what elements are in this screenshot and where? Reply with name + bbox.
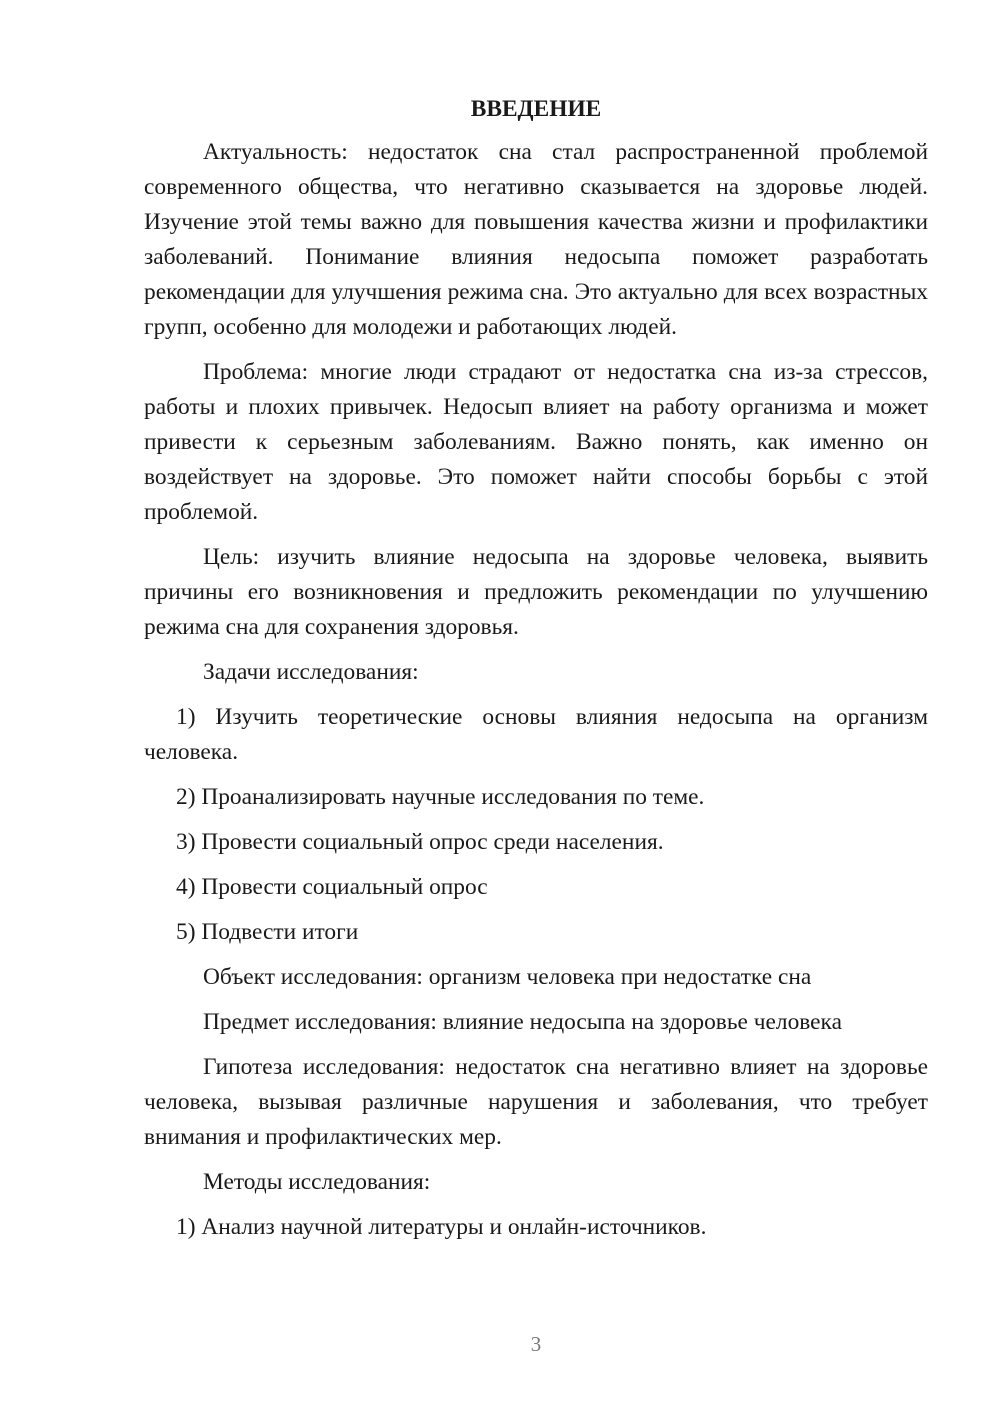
task-item-4: 4) Провести социальный опрос bbox=[176, 874, 488, 900]
methods-heading: Методы исследования: bbox=[203, 1169, 431, 1195]
subject-paragraph: Предмет исследования: влияние недосыпа на здоровье человека bbox=[203, 1009, 842, 1035]
page-content bbox=[144, 92, 928, 1255]
tasks-heading: Задачи исследования: bbox=[203, 659, 419, 685]
section-title: ВВЕДЕНИЕ bbox=[470, 96, 602, 122]
method-item-1: 1) Анализ научной литературы и онлайн-источников. bbox=[176, 1214, 707, 1240]
task-item-2: 2) Проанализировать научные исследования по теме. bbox=[176, 784, 705, 810]
goal-paragraph: Цель: изучить влияние недосыпа на здоровье человека, выявить причины его возникновения и предложить рекомендации по улучшению режима сна для сохранения здоровья. bbox=[144, 544, 928, 640]
task-item-5: 5) Подвести итоги bbox=[176, 919, 359, 945]
relevance-paragraph: Актуальность: недостаток сна стал распространенной проблемой современного общества, что негативно сказывается на здоровье людей. Изучение этой темы важно для повышения качества жизни и профилактики заболеваний. Понимание влияния недосыпа поможет разработать рекомендации для улучшения режима сна. Это актуально для всех возрастных групп, особенно для молодежи и работающих людей. bbox=[144, 139, 928, 340]
hypothesis-paragraph: Гипотеза исследования: недостаток сна негативно влияет на здоровье человека, вызывая различные нарушения и заболевания, что требует внимания и профилактических мер. bbox=[144, 1054, 928, 1150]
object-paragraph: Объект исследования: организм человека при недостатке сна bbox=[203, 964, 812, 990]
task-item-3: 3) Провести социальный опрос среди населения. bbox=[176, 829, 664, 855]
page-number: 3 bbox=[530, 1332, 542, 1356]
task-item-1: 1) Изучить теоретические основы влияния недосыпа на организм человека. bbox=[144, 704, 928, 765]
problem-paragraph: Проблема: многие люди страдают от недостатка сна из-за стрессов, работы и плохих привычек. Недосып влияет на работу организма и может привести к серьезным заболеваниям. Важно понять, как именно он воздействует на здоровье. Это поможет найти способы борьбы с этой проблемой. bbox=[144, 359, 928, 525]
